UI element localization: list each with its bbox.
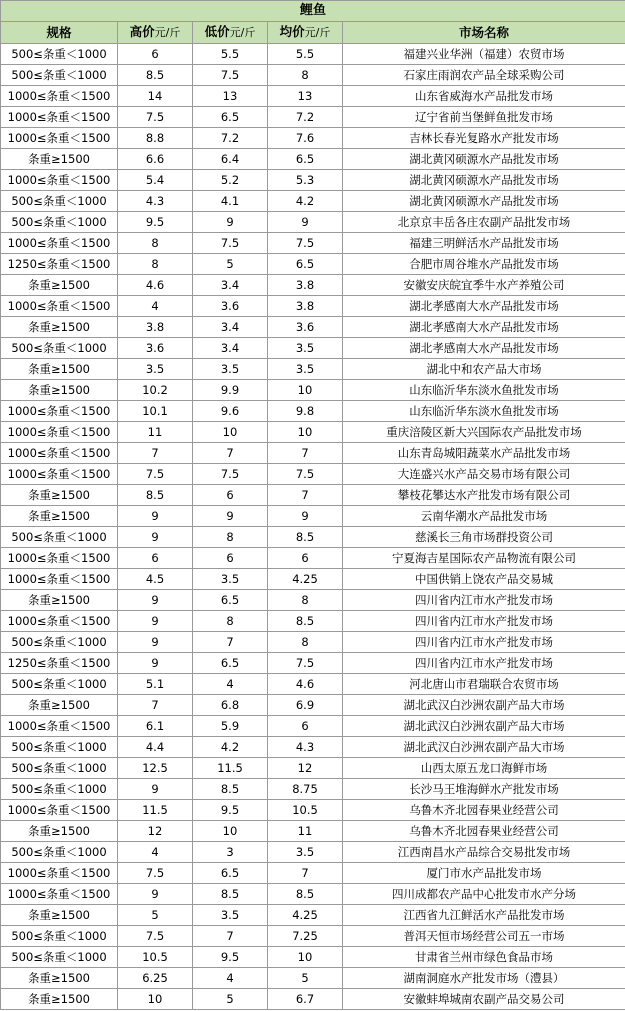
- cell-high-price: 3.8: [118, 317, 193, 338]
- cell-high-price: 10.5: [118, 947, 193, 968]
- cell-low-price: 4.1: [193, 191, 268, 212]
- cell-low-price: 6.4: [193, 149, 268, 170]
- cell-spec: 1000≤条重＜1500: [1, 884, 118, 905]
- cell-avg-price: 7.6: [268, 128, 343, 149]
- cell-market: 湖北武汉白沙洲农副产品大市场: [343, 716, 625, 737]
- table-row: [1, 758, 625, 779]
- cell-high-price: 9: [118, 884, 193, 905]
- cell-low-price: 5: [193, 254, 268, 275]
- cell-low-price: 6.5: [193, 590, 268, 611]
- cell-high-price: 6.6: [118, 149, 193, 170]
- cell-avg-price: 4.2: [268, 191, 343, 212]
- cell-spec: 1000≤条重＜1500: [1, 233, 118, 254]
- cell-spec: 1000≤条重＜1500: [1, 86, 118, 107]
- table-row: [1, 653, 625, 674]
- cell-low-price: 11.5: [193, 758, 268, 779]
- table-row: [1, 380, 625, 401]
- table-row: [1, 716, 625, 737]
- header-low-unit: 元/斤: [229, 26, 256, 39]
- cell-high-price: 8.5: [118, 485, 193, 506]
- cell-avg-price: 3.5: [268, 842, 343, 863]
- table-row: [1, 506, 625, 527]
- cell-high-price: 9.5: [118, 212, 193, 233]
- cell-market: 石家庄雨润农产品全球采购公司: [343, 65, 625, 86]
- cell-low-price: 5.9: [193, 716, 268, 737]
- cell-avg-price: 4.25: [268, 905, 343, 926]
- cell-market: 湖北孝感南大水产品批发市场: [343, 296, 625, 317]
- cell-spec: 500≤条重＜1000: [1, 779, 118, 800]
- cell-avg-price: 8.5: [268, 611, 343, 632]
- cell-high-price: 4.3: [118, 191, 193, 212]
- cell-high-price: 4.6: [118, 275, 193, 296]
- table-row: [1, 779, 625, 800]
- table-title: 鲤鱼: [1, 1, 625, 22]
- cell-market: 长沙马王堆海鲜水产批发市场: [343, 779, 625, 800]
- cell-spec: 1000≤条重＜1500: [1, 716, 118, 737]
- cell-market: 江西省九江鲜活水产品批发市场: [343, 905, 625, 926]
- cell-high-price: 12.5: [118, 758, 193, 779]
- cell-avg-price: 6: [268, 716, 343, 737]
- cell-avg-price: 7.25: [268, 926, 343, 947]
- cell-market: 北京京丰岳各庄农副产品批发市场: [343, 212, 625, 233]
- cell-spec: 500≤条重＜1000: [1, 947, 118, 968]
- cell-spec: 1000≤条重＜1500: [1, 464, 118, 485]
- header-low-label: 低价: [204, 24, 230, 39]
- cell-avg-price: 10.5: [268, 800, 343, 821]
- cell-high-price: 4.4: [118, 737, 193, 758]
- cell-avg-price: 10: [268, 380, 343, 401]
- table-row: [1, 863, 625, 884]
- cell-avg-price: 8: [268, 590, 343, 611]
- cell-avg-price: 3.8: [268, 296, 343, 317]
- table-row: [1, 401, 625, 422]
- cell-market: 四川省内江市水产批发市场: [343, 611, 625, 632]
- cell-avg-price: 6.5: [268, 254, 343, 275]
- cell-high-price: 3.6: [118, 338, 193, 359]
- cell-low-price: 9: [193, 506, 268, 527]
- cell-avg-price: 8: [268, 632, 343, 653]
- cell-high-price: 8.5: [118, 65, 193, 86]
- cell-spec: 500≤条重＜1000: [1, 44, 118, 65]
- cell-low-price: 7: [193, 443, 268, 464]
- cell-low-price: 9: [193, 212, 268, 233]
- table-row: [1, 212, 625, 233]
- table-row: [1, 548, 625, 569]
- cell-high-price: 9: [118, 611, 193, 632]
- cell-low-price: 6.5: [193, 653, 268, 674]
- cell-high-price: 9: [118, 506, 193, 527]
- cell-avg-price: 3.6: [268, 317, 343, 338]
- cell-low-price: 3.5: [193, 569, 268, 590]
- cell-market: 湖北孝感南大水产品批发市场: [343, 338, 625, 359]
- cell-spec: 条重≥1500: [1, 485, 118, 506]
- cell-low-price: 6.5: [193, 863, 268, 884]
- cell-market: 福建兴业华洲（福建）农贸市场: [343, 44, 625, 65]
- cell-spec: 500≤条重＜1000: [1, 926, 118, 947]
- cell-high-price: 5.1: [118, 674, 193, 695]
- cell-avg-price: 7: [268, 863, 343, 884]
- header-high-label: 高价: [129, 24, 155, 39]
- table-row: [1, 233, 625, 254]
- cell-spec: 1000≤条重＜1500: [1, 611, 118, 632]
- cell-spec: 1250≤条重＜1500: [1, 653, 118, 674]
- cell-avg-price: 9.8: [268, 401, 343, 422]
- table-row: [1, 128, 625, 149]
- cell-low-price: 3.4: [193, 317, 268, 338]
- table-row: [1, 107, 625, 128]
- table-body: [1, 44, 625, 1010]
- cell-avg-price: 7.5: [268, 233, 343, 254]
- cell-spec: 500≤条重＜1000: [1, 338, 118, 359]
- cell-market: 安徽安庆皖宜季牛水产养殖公司: [343, 275, 625, 296]
- table-row: [1, 275, 625, 296]
- cell-avg-price: 13: [268, 86, 343, 107]
- cell-low-price: 7.5: [193, 233, 268, 254]
- table-row: [1, 338, 625, 359]
- cell-avg-price: 9: [268, 506, 343, 527]
- cell-market: 湖北黄冈硕源水产品批发市场: [343, 170, 625, 191]
- cell-spec: 条重≥1500: [1, 590, 118, 611]
- cell-spec: 1000≤条重＜1500: [1, 569, 118, 590]
- table-row: [1, 884, 625, 905]
- cell-avg-price: 8.75: [268, 779, 343, 800]
- table-row: [1, 800, 625, 821]
- cell-avg-price: 3.8: [268, 275, 343, 296]
- cell-avg-price: 8.5: [268, 884, 343, 905]
- cell-low-price: 7.5: [193, 464, 268, 485]
- cell-avg-price: 3.5: [268, 359, 343, 380]
- cell-high-price: 7.5: [118, 863, 193, 884]
- cell-avg-price: 11: [268, 821, 343, 842]
- cell-high-price: 9: [118, 590, 193, 611]
- cell-market: 宁夏海吉星国际农产品物流有限公司: [343, 548, 625, 569]
- cell-avg-price: 6.9: [268, 695, 343, 716]
- cell-market: 四川省内江市水产批发市场: [343, 590, 625, 611]
- cell-market: 湖北中和农产品大市场: [343, 359, 625, 380]
- cell-low-price: 3.4: [193, 338, 268, 359]
- cell-high-price: 9: [118, 632, 193, 653]
- table-row: [1, 464, 625, 485]
- cell-low-price: 3.5: [193, 905, 268, 926]
- cell-avg-price: 6.7: [268, 989, 343, 1010]
- cell-market: 安徽蚌埠城南农副产品交易公司: [343, 989, 625, 1010]
- table-row: [1, 947, 625, 968]
- table-row: [1, 86, 625, 107]
- table-row: [1, 443, 625, 464]
- cell-high-price: 10.2: [118, 380, 193, 401]
- cell-avg-price: 4.6: [268, 674, 343, 695]
- cell-high-price: 4.5: [118, 569, 193, 590]
- cell-spec: 500≤条重＜1000: [1, 758, 118, 779]
- table-row: [1, 968, 625, 989]
- cell-low-price: 5: [193, 989, 268, 1010]
- cell-market: 普洱天恒市场经营公司五一市场: [343, 926, 625, 947]
- cell-avg-price: 6: [268, 548, 343, 569]
- header-market: 市场名称: [343, 22, 625, 44]
- cell-spec: 500≤条重＜1000: [1, 632, 118, 653]
- cell-low-price: 7.5: [193, 65, 268, 86]
- cell-high-price: 8.8: [118, 128, 193, 149]
- table-row: [1, 569, 625, 590]
- cell-spec: 500≤条重＜1000: [1, 527, 118, 548]
- cell-spec: 条重≥1500: [1, 275, 118, 296]
- cell-low-price: 6.5: [193, 107, 268, 128]
- cell-spec: 1000≤条重＜1500: [1, 107, 118, 128]
- cell-high-price: 4: [118, 296, 193, 317]
- cell-avg-price: 7: [268, 443, 343, 464]
- table-row: [1, 170, 625, 191]
- table-row: [1, 611, 625, 632]
- cell-high-price: 3.5: [118, 359, 193, 380]
- table-row: [1, 842, 625, 863]
- cell-low-price: 4: [193, 968, 268, 989]
- cell-market: 湖南洞庭水产批发市场（澧县）: [343, 968, 625, 989]
- cell-market: 湖北孝感南大水产品批发市场: [343, 317, 625, 338]
- cell-avg-price: 7: [268, 485, 343, 506]
- cell-spec: 500≤条重＜1000: [1, 737, 118, 758]
- cell-low-price: 6: [193, 485, 268, 506]
- cell-avg-price: 10: [268, 422, 343, 443]
- cell-high-price: 4: [118, 842, 193, 863]
- cell-market: 合肥市周谷堆水产品批发市场: [343, 254, 625, 275]
- table-header-row: [1, 22, 625, 44]
- cell-spec: 1000≤条重＜1500: [1, 128, 118, 149]
- cell-low-price: 4: [193, 674, 268, 695]
- cell-high-price: 5.4: [118, 170, 193, 191]
- cell-high-price: 7.5: [118, 464, 193, 485]
- cell-avg-price: 10: [268, 947, 343, 968]
- cell-low-price: 8.5: [193, 779, 268, 800]
- cell-market: 乌鲁木齐北园春果业经营公司: [343, 800, 625, 821]
- cell-low-price: 4.2: [193, 737, 268, 758]
- cell-high-price: 10.1: [118, 401, 193, 422]
- cell-market: 大连盛兴水产品交易市场有限公司: [343, 464, 625, 485]
- cell-market: 云南华潮水产品批发市场: [343, 506, 625, 527]
- table-row: [1, 317, 625, 338]
- cell-avg-price: 5: [268, 968, 343, 989]
- table-row: [1, 590, 625, 611]
- cell-high-price: 7.5: [118, 926, 193, 947]
- cell-avg-price: 7.5: [268, 653, 343, 674]
- cell-avg-price: 12: [268, 758, 343, 779]
- cell-low-price: 8: [193, 611, 268, 632]
- cell-spec: 1000≤条重＜1500: [1, 422, 118, 443]
- cell-high-price: 6: [118, 44, 193, 65]
- cell-market: 山东青岛城阳蔬菜水产品批发市场: [343, 443, 625, 464]
- cell-avg-price: 4.3: [268, 737, 343, 758]
- cell-low-price: 9.9: [193, 380, 268, 401]
- cell-market: 攀枝花攀达水产批发市场有限公司: [343, 485, 625, 506]
- cell-market: 厦门市水产品批发市场: [343, 863, 625, 884]
- cell-spec: 条重≥1500: [1, 821, 118, 842]
- cell-spec: 1000≤条重＜1500: [1, 863, 118, 884]
- cell-spec: 500≤条重＜1000: [1, 212, 118, 233]
- cell-high-price: 12: [118, 821, 193, 842]
- cell-low-price: 9.5: [193, 947, 268, 968]
- cell-high-price: 6.1: [118, 716, 193, 737]
- cell-spec: 500≤条重＜1000: [1, 65, 118, 86]
- table-row: [1, 149, 625, 170]
- cell-avg-price: 9: [268, 212, 343, 233]
- cell-market: 甘肃省兰州市绿色食品市场: [343, 947, 625, 968]
- cell-market: 河北唐山市君瑞联合农贸市场: [343, 674, 625, 695]
- cell-avg-price: 4.25: [268, 569, 343, 590]
- cell-high-price: 9: [118, 779, 193, 800]
- cell-high-price: 14: [118, 86, 193, 107]
- cell-low-price: 3: [193, 842, 268, 863]
- cell-low-price: 8.5: [193, 884, 268, 905]
- cell-low-price: 7: [193, 926, 268, 947]
- table-row: [1, 485, 625, 506]
- header-low-price: [193, 22, 268, 44]
- cell-avg-price: 5.5: [268, 44, 343, 65]
- cell-spec: 条重≥1500: [1, 905, 118, 926]
- header-high-price: [118, 22, 193, 44]
- cell-low-price: 3.5: [193, 359, 268, 380]
- cell-spec: 条重≥1500: [1, 149, 118, 170]
- cell-market: 乌鲁木齐北园春果业经营公司: [343, 821, 625, 842]
- table-row: [1, 989, 625, 1010]
- cell-low-price: 7: [193, 632, 268, 653]
- cell-low-price: 6: [193, 548, 268, 569]
- cell-market: 辽宁省前当堡鲜鱼批发市场: [343, 107, 625, 128]
- cell-market: 四川省内江市水产批发市场: [343, 632, 625, 653]
- cell-spec: 1000≤条重＜1500: [1, 296, 118, 317]
- cell-low-price: 9.6: [193, 401, 268, 422]
- cell-spec: 500≤条重＜1000: [1, 674, 118, 695]
- cell-market: 福建三明鲜活水产品批发市场: [343, 233, 625, 254]
- cell-spec: 条重≥1500: [1, 359, 118, 380]
- cell-market: 吉林长春光复路水产批发市场: [343, 128, 625, 149]
- cell-spec: 500≤条重＜1000: [1, 191, 118, 212]
- cell-market: 江西南昌水产品综合交易批发市场: [343, 842, 625, 863]
- table-row: [1, 254, 625, 275]
- header-avg-unit: 元/斤: [304, 26, 331, 39]
- cell-spec: 1000≤条重＜1500: [1, 548, 118, 569]
- cell-avg-price: 6.5: [268, 149, 343, 170]
- table-row: [1, 674, 625, 695]
- cell-spec: 条重≥1500: [1, 695, 118, 716]
- cell-low-price: 3.4: [193, 275, 268, 296]
- cell-high-price: 7.5: [118, 107, 193, 128]
- cell-spec: 500≤条重＜1000: [1, 842, 118, 863]
- cell-high-price: 7: [118, 443, 193, 464]
- cell-avg-price: 8.5: [268, 527, 343, 548]
- cell-market: 四川省内江市水产批发市场: [343, 653, 625, 674]
- cell-avg-price: 7.5: [268, 464, 343, 485]
- cell-market: 重庆涪陵区新大兴国际农产品批发市场: [343, 422, 625, 443]
- cell-low-price: 6.8: [193, 695, 268, 716]
- cell-low-price: 5.5: [193, 44, 268, 65]
- cell-high-price: 7: [118, 695, 193, 716]
- cell-market: 中国供销上饶农产品交易城: [343, 569, 625, 590]
- table-row: [1, 191, 625, 212]
- cell-spec: 1000≤条重＜1500: [1, 800, 118, 821]
- cell-high-price: 11: [118, 422, 193, 443]
- cell-avg-price: 7.2: [268, 107, 343, 128]
- cell-spec: 条重≥1500: [1, 989, 118, 1010]
- header-high-unit: 元/斤: [154, 26, 181, 39]
- cell-spec: 1000≤条重＜1500: [1, 170, 118, 191]
- cell-high-price: 9: [118, 653, 193, 674]
- cell-market: 湖北黄冈硕源水产品批发市场: [343, 149, 625, 170]
- cell-market: 山东临沂华东淡水鱼批发市场: [343, 380, 625, 401]
- table-row: [1, 44, 625, 65]
- cell-low-price: 5.2: [193, 170, 268, 191]
- cell-low-price: 3.6: [193, 296, 268, 317]
- cell-low-price: 10: [193, 821, 268, 842]
- cell-high-price: 8: [118, 233, 193, 254]
- cell-market: 山西太原五龙口海鲜市场: [343, 758, 625, 779]
- cell-low-price: 8: [193, 527, 268, 548]
- table-row: [1, 821, 625, 842]
- cell-market: 山东省威海水产品批发市场: [343, 86, 625, 107]
- cell-avg-price: 3.5: [268, 338, 343, 359]
- cell-spec: 1250≤条重＜1500: [1, 254, 118, 275]
- cell-low-price: 13: [193, 86, 268, 107]
- cell-market: 山东临沂华东淡水鱼批发市场: [343, 401, 625, 422]
- table-row: [1, 359, 625, 380]
- cell-spec: 条重≥1500: [1, 506, 118, 527]
- table-row: [1, 737, 625, 758]
- table-row: [1, 632, 625, 653]
- cell-high-price: 9: [118, 527, 193, 548]
- table-row: [1, 695, 625, 716]
- table-row: [1, 527, 625, 548]
- cell-market: 湖北武汉白沙洲农副产品大市场: [343, 737, 625, 758]
- cell-low-price: 9.5: [193, 800, 268, 821]
- cell-high-price: 10: [118, 989, 193, 1010]
- table-row: [1, 422, 625, 443]
- cell-market: 湖北武汉白沙洲农副产品大市场: [343, 695, 625, 716]
- cell-market: 慈溪长三角市场群投资公司: [343, 527, 625, 548]
- header-avg-label: 均价: [279, 24, 305, 39]
- table-title-row: [1, 1, 625, 22]
- header-avg-price: [268, 22, 343, 44]
- cell-high-price: 8: [118, 254, 193, 275]
- cell-low-price: 10: [193, 422, 268, 443]
- cell-market: 湖北黄冈硕源水产品批发市场: [343, 191, 625, 212]
- cell-avg-price: 5.3: [268, 170, 343, 191]
- table-row: [1, 296, 625, 317]
- cell-high-price: 6.25: [118, 968, 193, 989]
- cell-avg-price: 8: [268, 65, 343, 86]
- cell-low-price: 7.2: [193, 128, 268, 149]
- cell-spec: 条重≥1500: [1, 968, 118, 989]
- cell-high-price: 6: [118, 548, 193, 569]
- cell-market: 四川成都农产品中心批发市水产分场: [343, 884, 625, 905]
- table-row: [1, 926, 625, 947]
- cell-spec: 条重≥1500: [1, 317, 118, 338]
- table-row: [1, 905, 625, 926]
- cell-spec: 条重≥1500: [1, 380, 118, 401]
- cell-spec: 1000≤条重＜1500: [1, 401, 118, 422]
- cell-high-price: 5: [118, 905, 193, 926]
- table-row: [1, 65, 625, 86]
- cell-spec: 1000≤条重＜1500: [1, 443, 118, 464]
- cell-high-price: 11.5: [118, 800, 193, 821]
- header-spec: 规格: [1, 22, 118, 44]
